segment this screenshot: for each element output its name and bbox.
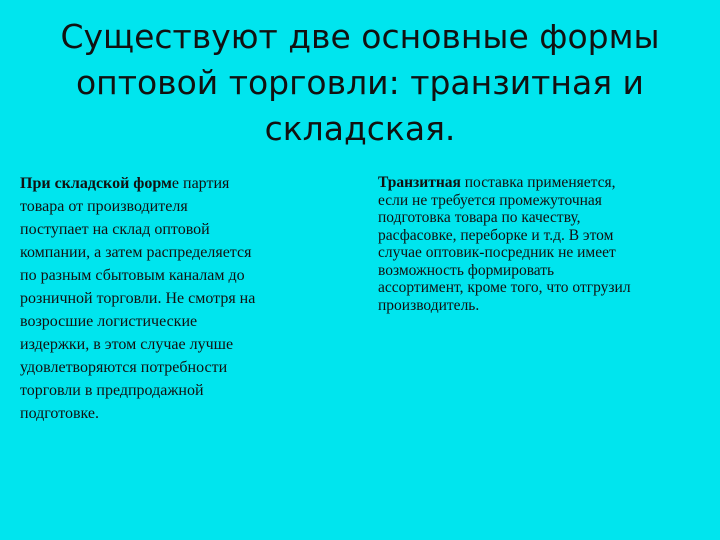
title-line-3: складская. <box>264 109 456 148</box>
right-line-2: если не требуется промежуточная <box>378 191 602 209</box>
right-line-7: ассортимент, кроме того, что отгрузил <box>378 279 631 296</box>
left-line-5: по разным сбытовым каналам до <box>20 267 245 284</box>
title-line-1: Существуют две основные формы <box>60 17 660 56</box>
right-line-4: расфасовке, переборке и т.д. В этом <box>378 226 614 244</box>
left-line-10: торговли в предпродажной <box>20 382 204 399</box>
transit-form-paragraph <box>378 174 708 314</box>
title-line-2: оптовой торговли: транзитная и <box>75 63 644 102</box>
right-line-5: случае оптовик-посредник не имеет <box>378 244 616 261</box>
left-line-7: возросшие логистические <box>20 313 198 330</box>
slide-title <box>0 14 720 152</box>
right-line-1-rest: поставка применяется, <box>460 174 616 191</box>
left-line-1-rest: е партия <box>171 175 230 192</box>
warehouse-form-term: При складской форм <box>20 175 172 192</box>
transit-form-term: Транзитная <box>378 174 461 191</box>
right-line-3: подготовка товара по качеству, <box>378 209 581 226</box>
left-line-3: поступает на склад оптовой <box>20 221 210 238</box>
right-line-8: производитель. <box>378 296 480 314</box>
left-line-4: компании, а затем распределяется <box>20 244 252 261</box>
warehouse-form-paragraph <box>20 172 330 425</box>
right-line-6: возможность формировать <box>378 261 555 279</box>
left-line-11: подготовке. <box>20 405 100 422</box>
left-line-2: товара от производителя <box>20 198 188 215</box>
right-line-1 <box>378 174 708 192</box>
left-line-1 <box>20 172 330 195</box>
left-line-9: удовлетворяются потребности <box>20 359 228 376</box>
left-line-8: издержки, в этом случае лучше <box>20 336 234 353</box>
left-line-6: розничной торговли. Не смотря на <box>20 290 256 307</box>
